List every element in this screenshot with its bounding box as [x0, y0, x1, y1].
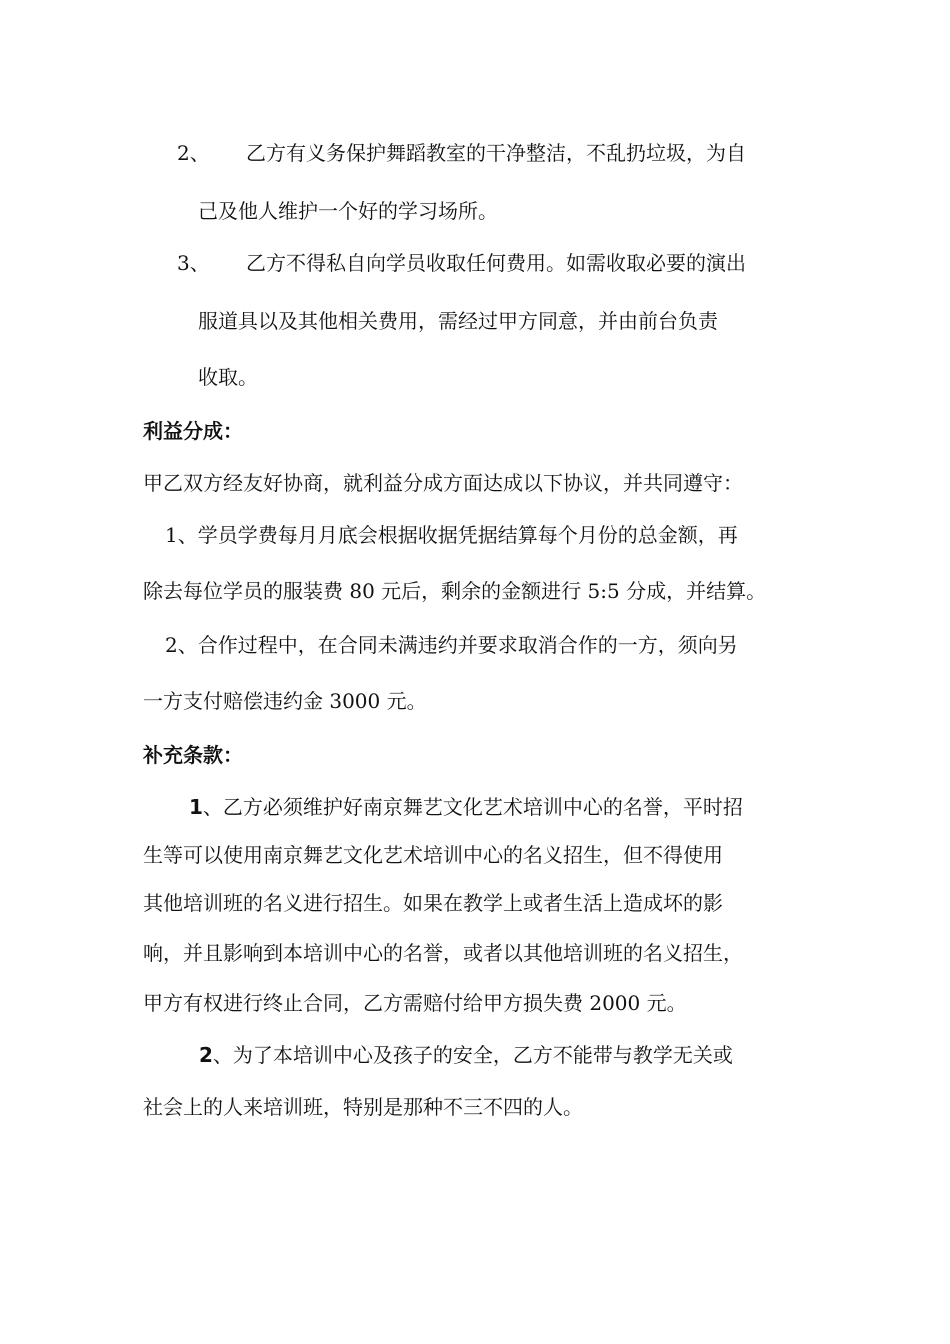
supp-item-1-line-4: 响，并且影响到本培训中心的名誉，或者以其他培训班的名义招生， [143, 941, 743, 965]
supp-item-1-line-1 [189, 794, 743, 820]
profit-item-1-line-1: 1、学员学费每月月底会根据收据凭据结算每个月份的总金额，再 [165, 523, 738, 547]
supp-item-1-number: 1 [189, 795, 203, 819]
supp-item-1-line-3: 其他培训班的名义进行招生。如果在教学上或者生活上造成坏的影 [143, 891, 723, 915]
profit-sharing-heading: 利益分成： [143, 419, 243, 443]
profit-sharing-intro: 甲乙双方经友好协商，就利益分成方面达成以下协议，并共同遵守： [143, 471, 743, 495]
clause-2-line-2: 己及他人维护一个好的学习场所。 [198, 199, 498, 223]
clause-3-line-1: 乙方不得私自向学员收取任何费用。如需收取必要的演出 [246, 251, 746, 275]
profit-item-1-line-2: 除去每位学员的服装费 80 元后，剩余的金额进行 5:5 分成，并结算。 [143, 579, 767, 603]
supp-item-1-line-1-text: 、乙方必须维护好南京舞艺文化艺术培训中心的名誉，平时招 [202, 795, 743, 819]
supp-item-2-line-2: 社会上的人来培训班，特别是那种不三不四的人。 [143, 1095, 583, 1119]
supplementary-heading: 补充条款： [143, 743, 243, 767]
profit-item-2-line-1: 2、合作过程中，在合同未满违约并要求取消合作的一方，须向另 [165, 633, 738, 657]
supp-item-2-number: 2 [199, 1043, 213, 1067]
clause-3-line-3: 收取。 [198, 365, 258, 389]
supp-item-2-line-1-text: 、为了本培训中心及孩子的安全，乙方不能带与教学无关或 [212, 1043, 733, 1067]
supp-item-1-line-5: 甲方有权进行终止合同，乙方需赔付给甲方损失费 2000 元。 [143, 991, 687, 1015]
clause-3-line-2: 服道具以及其他相关费用，需经过甲方同意，并由前台负责 [198, 309, 718, 333]
supp-item-2-line-1 [199, 1042, 733, 1068]
clause-3-number: 3、 [177, 251, 210, 275]
clause-2-line-1: 乙方有义务保护舞蹈教室的干净整洁，不乱扔垃圾，为自 [246, 141, 746, 165]
profit-item-2-line-2: 一方支付赔偿违约金 3000 元。 [143, 689, 427, 713]
clause-2-number: 2、 [177, 141, 210, 165]
supp-item-1-line-2: 生等可以使用南京舞艺文化艺术培训中心的名义招生，但不得使用 [143, 843, 723, 867]
